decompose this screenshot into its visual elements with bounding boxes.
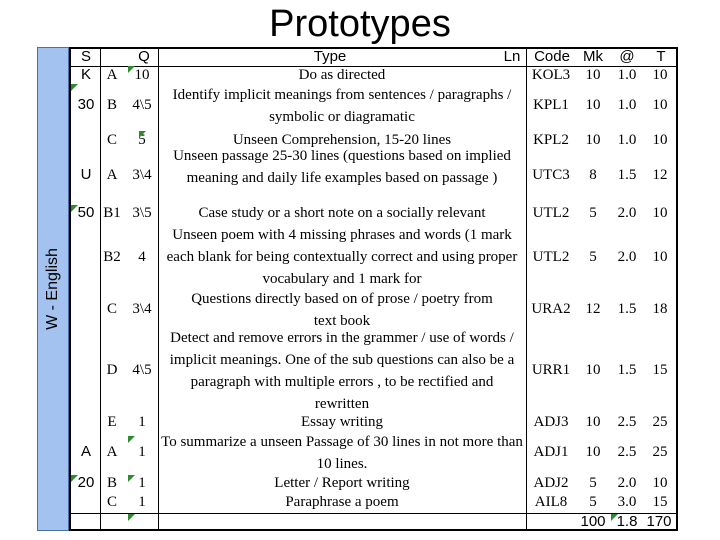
row-mk: 10	[585, 97, 601, 113]
row-mk: 10	[585, 362, 601, 378]
row-type: Questions directly based on of prose / poetry from text book	[191, 291, 493, 329]
row-code: ADJ1	[533, 444, 569, 460]
row-code: KOL3	[531, 67, 571, 83]
row-at: 3.0	[617, 494, 637, 510]
row-q-letter: A	[106, 444, 118, 460]
row-code: ADJ2	[533, 475, 569, 491]
row-mk: 5	[589, 249, 597, 265]
row-q-letter: B1	[103, 205, 121, 221]
header-ln: Ln	[503, 48, 521, 65]
row-type: Paraphrase a poem	[285, 494, 399, 510]
comment-marker-icon	[139, 131, 146, 138]
row-q-number: 4\5	[132, 97, 152, 113]
col-divider	[100, 47, 101, 531]
row-at: 2.5	[617, 414, 637, 430]
row-t: 15	[652, 362, 668, 378]
row-code: KPL2	[533, 132, 569, 148]
comment-marker-icon	[611, 514, 618, 521]
row-code: ADJ3	[533, 414, 569, 430]
row-s: U	[80, 166, 92, 183]
row-mk: 12	[585, 301, 601, 317]
row-mk: 10	[585, 444, 601, 460]
row-t: 25	[652, 414, 668, 430]
row-q-number: 10	[134, 67, 150, 83]
row-type: Identify implicit meanings from sentences / paragraphs / symbolic or diagramatic	[172, 87, 512, 125]
row-t: 12	[652, 167, 668, 183]
comment-marker-icon	[71, 475, 78, 482]
row-t: 10	[652, 205, 668, 221]
row-s: 50	[77, 204, 95, 221]
row-code: URR1	[531, 362, 571, 378]
row-type: To summarize a unseen Passage of 30 lines in not more than 10 lines.	[161, 434, 523, 472]
row-s: 30	[77, 96, 95, 113]
header-s: S	[80, 48, 91, 65]
comment-marker-icon	[128, 436, 135, 443]
header-q: Q	[138, 48, 150, 65]
row-t: 25	[652, 444, 668, 460]
header-type: Type	[313, 48, 347, 65]
row-t: 10	[652, 475, 668, 491]
row-q-number: 3\4	[132, 301, 152, 317]
row-at: 1.5	[617, 301, 637, 317]
row-t: 10	[652, 249, 668, 265]
row-q-number: 4	[138, 249, 146, 265]
row-t: 10	[652, 132, 668, 148]
row-at: 1.0	[617, 132, 637, 148]
row-q-number: 5	[138, 132, 146, 148]
comment-marker-icon	[71, 205, 78, 212]
row-q-letter: C	[106, 301, 117, 317]
comment-marker-icon	[128, 66, 135, 73]
slide-title: Prototypes	[269, 3, 451, 45]
row-q-letter: B	[106, 97, 117, 113]
row-code: UTL2	[532, 205, 570, 221]
row-q-number: 1	[138, 414, 146, 430]
row-mk: 10	[585, 414, 601, 430]
comment-marker-icon	[71, 84, 78, 91]
row-t: 10	[652, 67, 668, 83]
row-q-letter: A	[106, 167, 118, 183]
row-mk: 10	[585, 67, 601, 83]
row-type: Detect and remove errors in the grammer / use of words / implicit meanings. One of the sub questions can also be a paragraph with multiple errors , to be rectified and rewritten	[169, 330, 515, 412]
row-at: 2.0	[617, 205, 637, 221]
total-at: 1.8	[616, 513, 638, 530]
row-s: A	[80, 443, 91, 460]
row-code: KPL1	[533, 97, 569, 113]
total-t: 170	[646, 513, 672, 530]
sidebar-label: W - English	[44, 248, 61, 330]
row-q-number: 4\5	[132, 362, 152, 378]
header-t: T	[656, 48, 666, 65]
row-q-number: 1	[138, 444, 146, 460]
row-type: Unseen Comprehension, 15-20 lines	[232, 132, 452, 148]
row-mk: 5	[589, 475, 597, 491]
row-t: 18	[652, 301, 668, 317]
subject-sidebar	[37, 47, 69, 531]
row-at: 1.5	[617, 167, 637, 183]
row-code: UTL2	[532, 249, 570, 265]
row-type: Unseen passage 25-30 lines (questions based on implied meaning and daily life examples based on passage )	[173, 148, 511, 186]
col-divider	[526, 47, 527, 531]
row-q-letter: E	[107, 414, 117, 430]
row-q-number: 3\5	[132, 205, 152, 221]
row-q-number: 1	[138, 475, 146, 491]
row-code: URA2	[531, 301, 571, 317]
row-at: 1.5	[617, 362, 637, 378]
row-q-number: 1	[138, 494, 146, 510]
row-s: K	[80, 66, 91, 83]
row-type: Essay writing	[300, 414, 384, 430]
row-t: 15	[652, 494, 668, 510]
row-t: 10	[652, 97, 668, 113]
row-q-letter: B2	[103, 249, 121, 265]
row-at: 1.0	[617, 67, 637, 83]
row-mk: 5	[589, 494, 597, 510]
row-at: 2.0	[617, 475, 637, 491]
row-q-letter: D	[106, 362, 118, 378]
row-q-letter: A	[106, 67, 118, 83]
row-type: Do as directed	[298, 67, 386, 83]
row-type: Unseen poem with 4 missing phrases and words (1 mark each blank for being contextually correct and using proper vocabulary and 1 mark for	[166, 227, 518, 287]
row-q-letter: C	[106, 132, 117, 148]
row-s: 20	[77, 474, 95, 491]
row-at: 2.5	[617, 444, 637, 460]
row-mk: 10	[585, 132, 601, 148]
row-type: Case study or a short note on a socially relevant	[198, 205, 486, 221]
comment-marker-icon	[128, 475, 135, 482]
row-code: AIL8	[534, 494, 568, 510]
row-mk: 5	[589, 205, 597, 221]
row-type: Letter / Report writing	[274, 475, 410, 491]
header-mk: Mk	[583, 48, 603, 65]
row-code: UTC3	[532, 167, 570, 183]
header-code: Code	[534, 48, 570, 65]
row-at: 2.0	[617, 249, 637, 265]
header-at: @	[619, 48, 635, 65]
row-q-letter: C	[106, 494, 117, 510]
row-mk: 8	[589, 167, 597, 183]
row-at: 1.0	[617, 97, 637, 113]
row-q-number: 3\4	[132, 167, 152, 183]
total-mk: 100	[580, 513, 606, 530]
comment-marker-icon	[128, 514, 135, 521]
row-q-letter: B	[106, 475, 117, 491]
